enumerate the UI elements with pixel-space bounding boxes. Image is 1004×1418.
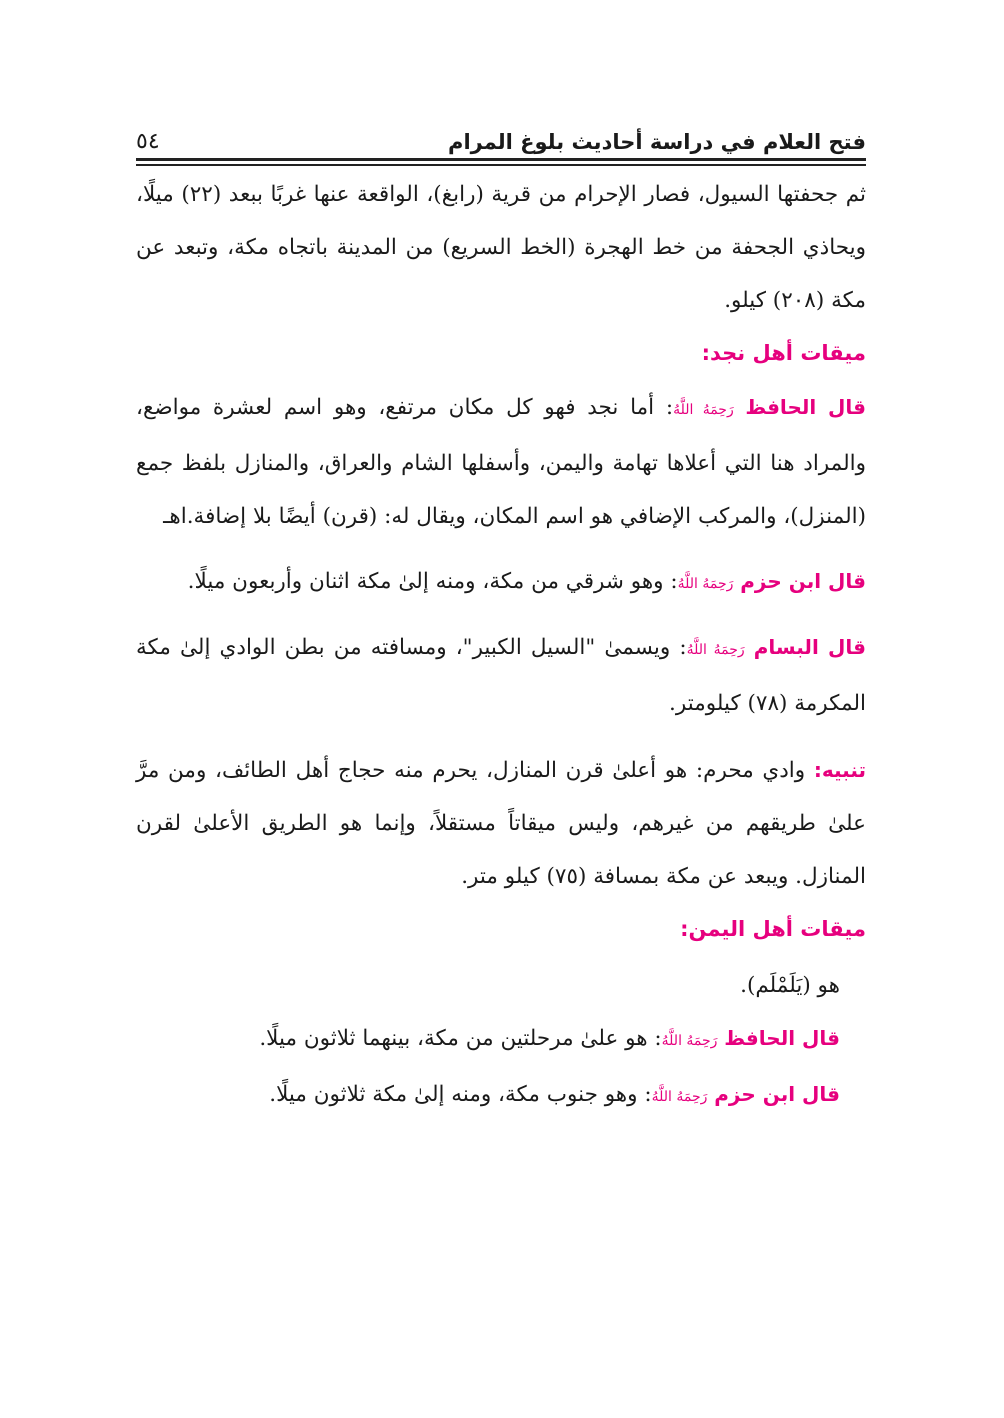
quote-text: : هو علىٰ مرحلتين من مكة، بينهما ثلاثون ميلًا. — [259, 1026, 662, 1051]
page — [136, 118, 866, 1124]
header-rule-thin — [136, 164, 866, 166]
speaker-label: قال ابن حزم — [740, 569, 866, 593]
page-number: ٥٤ — [136, 129, 160, 154]
paragraph-rabigh: ثم جحفتها السيول، فصار الإحرام من قرية (رابغ)، الواقعة عنها غربًا ببعد (٢٢) ميلًا، ويحاذي الجحفة من خط الهجرة (الخط السريع) من المدينة باتجاه مكة، وتبعد عن مكة (٢٠٨) كيلو. — [136, 182, 867, 313]
honorific-mark: رَحِمَهُ اللَّهُ — [661, 1033, 718, 1049]
book-title: فتح العلام في دراسة أحاديث بلوغ المرام — [448, 130, 866, 154]
honorific-mark: رَحِمَهُ اللَّهُ — [686, 642, 745, 658]
quote-text: : ويسمىٰ "السيل الكبير"، ومسافته من بطن الوادي إلىٰ مكة المكرمة (٧٨) كيلومتر. — [136, 635, 866, 716]
note-text: وادي محرم: هو أعلىٰ قرن المنازل، يحرم منه حجاج أهل الطائف، ومن مرَّ علىٰ طريقهم من غيرهم، وليس ميقاتاً مستقلاً، وإنما هو الطريق الأعلىٰ لقرن المنازل. ويبعد عن مكة بمسافة (٧٥) كيلو متر. — [136, 758, 866, 889]
honorific-mark: رَحِمَهُ اللَّهُ — [673, 402, 734, 418]
quote-bassam — [136, 621, 866, 730]
quote-ibn-hazm-najd — [136, 555, 866, 611]
honorific-mark: رَحِمَهُ اللَّهُ — [651, 1089, 708, 1105]
yemen-line: هو (يَلَمْلَم). — [740, 973, 840, 998]
note-label: تنبيه: — [813, 758, 866, 782]
quote-text: : أما نجد فهو كل مكان مرتفع، وهو اسم لعشرة مواضع، والمراد هنا التي أعلاها تهامة واليمن، وأسفلها الشام والعراق، والمنازل بلفظ جمع (المنزل)، والمركب الإضافي هو اسم المكان، ويقال له: (قرن) أيضًا بلا إضافة.اهـ — [136, 395, 866, 529]
quote-hafiz-yemen — [136, 1012, 840, 1068]
yemen-block — [136, 959, 866, 1124]
speaker-label: قال الحافظ — [724, 1026, 840, 1050]
honorific-mark: رَحِمَهُ اللَّهُ — [677, 576, 734, 592]
heading-yemen: ميقات أهل اليمن: — [680, 917, 866, 941]
speaker-label: قال ابن حزم — [714, 1082, 840, 1106]
quote-text: : وهو شرقي من مكة، ومنه إلىٰ مكة اثنان وأربعون ميلًا. — [187, 569, 678, 594]
quote-text: : وهو جنوب مكة، ومنه إلىٰ مكة ثلاثون ميلًا. — [269, 1082, 652, 1107]
running-header — [136, 118, 866, 154]
speaker-label: قال البسام — [753, 635, 866, 659]
header-rule-thick — [136, 158, 866, 161]
note-wadi-muhrim — [136, 744, 866, 903]
speaker-label: قال الحافظ — [745, 395, 867, 419]
quote-ibn-hazm-yemen — [136, 1068, 840, 1124]
quote-hafiz-najd — [136, 381, 866, 543]
heading-najd: ميقات أهل نجد: — [701, 341, 866, 365]
